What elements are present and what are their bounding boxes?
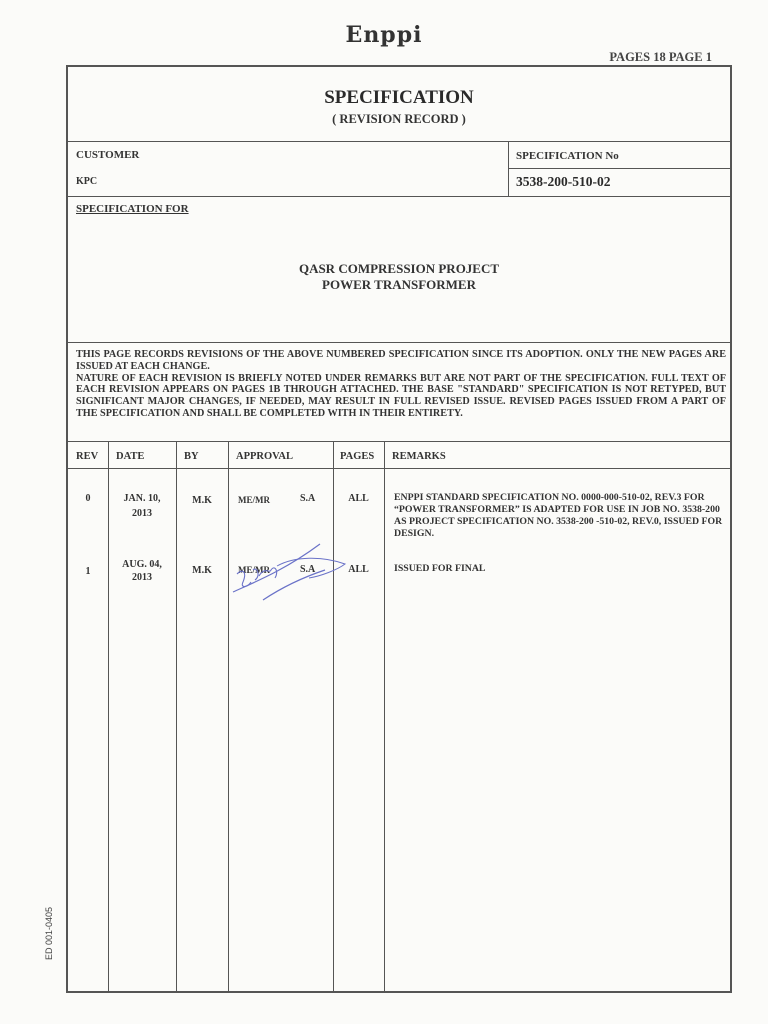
side-document-code: ED 001-0405 — [44, 906, 54, 960]
customer-label: CUSTOMER — [76, 149, 140, 161]
document-frame — [66, 65, 732, 993]
row-pages: ALL — [348, 564, 369, 575]
revision-note — [76, 349, 726, 420]
specification-for-label: SPECIFICATION FOR — [76, 203, 189, 215]
header-date: DATE — [116, 451, 145, 462]
row-date-line-2: 2013 — [132, 572, 152, 583]
header-remarks: REMARKS — [392, 451, 446, 462]
divider — [68, 196, 730, 197]
header-rev: REV — [76, 451, 99, 462]
handwritten-signature — [225, 540, 355, 608]
row-approval-1: ME/MR — [238, 495, 270, 505]
page-title: SPECIFICATION — [324, 87, 474, 108]
row-date — [108, 492, 176, 520]
row-date-line-2: 2013 — [132, 508, 152, 519]
row-date — [108, 558, 176, 584]
row-date-line-1: AUG. 04, — [122, 559, 162, 570]
page-subtitle: ( REVISION RECORD ) — [332, 112, 466, 126]
column-divider — [333, 441, 334, 993]
enppi-logo: Enppi — [345, 22, 423, 48]
row-remarks: ISSUED FOR FINAL — [394, 563, 486, 574]
note-paragraph-2: NATURE OF EACH REVISION IS BRIEFLY NOTED UNDER REMARKS BUT ARE NOT PART OF THE SPECIFICATION. FULL TEXT OF EACH REVISION APPEARS ON PAGES 1B THROUGH ATTACHED. THE BASE "STANDARD" SPECIFICATION IS NOT RETYPED, BUT SIGNIFICANT MAJOR CHANGES, IF NEEDED, MAY RESULT IN FULL REVISED ISSUE. REVISED PAGES ISSUED FROM A PART OF THE SPECIFICATION AND SHALL BE COMPLETED WITH IN THEIR ENTIRETY. — [76, 372, 726, 419]
customer-value: KPC — [76, 176, 98, 187]
note-paragraph-1: THIS PAGE RECORDS REVISIONS OF THE ABOVE NUMBERED SPECIFICATION SINCE ITS ADOPTION. ONLY THE NEW PAGES ARE ISSUED AT EACH CHANGE. — [76, 349, 726, 372]
divider — [68, 141, 730, 142]
row-approval-1: ME/MR — [238, 565, 270, 575]
project-line-1: QASR COMPRESSION PROJECT — [298, 261, 500, 276]
column-divider — [108, 441, 109, 993]
row-rev: 1 — [85, 566, 91, 577]
divider — [508, 168, 730, 169]
column-divider — [384, 441, 385, 993]
specification-no-label: SPECIFICATION No — [516, 150, 619, 162]
row-approval-2: S.A — [300, 493, 316, 504]
project-title — [68, 261, 730, 293]
row-approval-2: S.A — [300, 564, 316, 575]
specification-no-value: 3538-200-510-02 — [516, 174, 611, 189]
column-divider — [176, 441, 177, 993]
header-by: BY — [184, 451, 199, 462]
row-date-line-1: JAN. 10, — [123, 493, 161, 504]
row-remarks: ENPPI STANDARD SPECIFICATION NO. 0000-000-510-02, REV.3 FOR “POWER TRANSFORMER” IS ADAPTED FOR USE IN JOB NO. 3538-200 AS PROJECT SPECIFICATION NO. 3538-200 -510-02, REV.0, ISSUED FOR DESIGN. — [394, 492, 723, 539]
divider — [68, 468, 730, 469]
header-pages: PAGES — [340, 451, 375, 462]
pages-label: PAGES 18 PAGE 1 — [609, 50, 712, 64]
row-pages: ALL — [348, 493, 369, 504]
project-line-2: POWER TRANSFORMER — [322, 277, 476, 292]
header-approval: APPROVAL — [236, 451, 293, 462]
row-by: M.K — [192, 565, 212, 576]
divider — [68, 342, 730, 343]
column-divider — [228, 441, 229, 993]
divider — [68, 441, 730, 442]
row-by: M.K — [192, 495, 212, 506]
row-rev: 0 — [85, 493, 91, 504]
